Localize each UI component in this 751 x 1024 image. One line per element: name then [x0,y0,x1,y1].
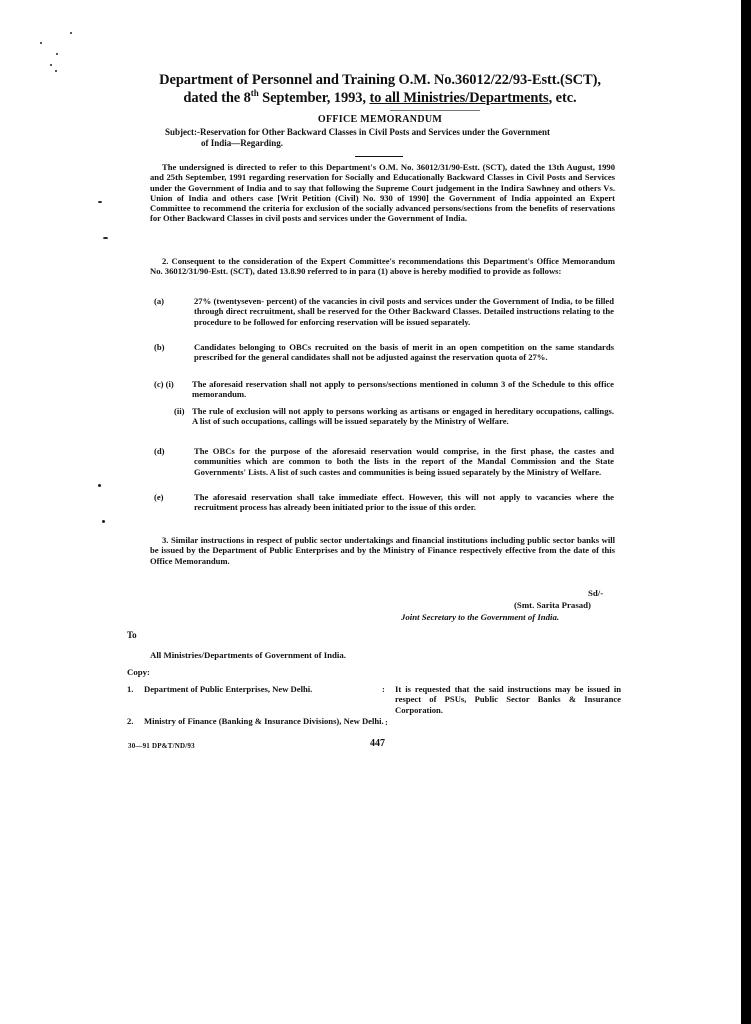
scan-speck [98,484,101,487]
scan-speck [103,237,108,239]
scan-speck [98,201,102,203]
title-date-rest: September, 1993, [258,90,370,106]
clause-text: 27% (twentyseven- percent) of the vacancies in civil posts and services under the Government of India, to be filled through direct recruitment, shall be reserved for the Other Backward Classes. Detailed instructions relating to the procedure to be followed for enforcing reservation will be issued separately. [194,296,614,327]
scan-speck [55,70,57,72]
clause-label: (e) [154,492,164,502]
signature-sd: Sd/- [588,588,604,598]
copy-recipient: Department of Public Enterprises, New Delhi. [144,684,313,694]
clause-text: The aforesaid reservation shall not apply to persons/sections mentioned in column 3 of the Schedule to this office memorandum. [192,379,614,400]
separator-rule [355,156,403,157]
copy-number: 2. [127,716,134,726]
clause-text: The rule of exclusion will not apply to persons working as artisans or engaged in hereditary occupations, callings. A list of such occupations, callings will be issued separately by the Ministry of Welfare. [192,406,614,427]
clause-label: (b) [154,342,165,352]
copy-recipient: Ministry of Finance (Banking & Insurance Divisions), New Delhi. [144,716,384,726]
title-date-suffix: th [250,88,259,99]
scan-speck [50,64,52,66]
document-title-line1: Department of Personnel and Training O.M. No.36012/22/93-Estt.(SCT), [159,72,601,88]
to-label: To [127,630,137,640]
scan-speck [70,32,72,34]
clause-text: Candidates belonging to OBCs recruited on the basis of merit in an open competition on the same standards prescribed for the general candidates shall not be adjusted against the reservation quota of 27%. [194,342,614,363]
copy-remark: It is requested that the said instructions may be issued in respect of PSUs, Public Sector Banks & Insurance Corporation. [395,684,621,715]
page-number: 447 [370,738,385,749]
clause-label: (d) [154,446,165,456]
clause-label: (a) [154,296,165,306]
signatory-designation: Joint Secretary to the Government of India. [401,612,560,622]
scan-speck [102,520,105,523]
scan-speck [40,42,42,44]
subject-line2: of India—Regarding. [201,138,284,148]
subject-block [165,127,615,149]
subject-line1: Subject:-Reservation for Other Backward Classes in Civil Posts and Services under the Government [165,127,550,137]
paragraph-3: 3. Similar instructions in respect of public sector undertakings and financial institutions including public sector banks will be issued by the Department of Public Enterprises and by the Ministry of Finance respectively effective from the date of this Office Memorandum. [150,535,615,566]
title-addressee: to all Ministries/Departments [369,90,549,106]
print-code: 30—91 DP&T/ND/93 [128,742,195,750]
memo-heading: OFFICE MEMORANDUM [317,114,443,125]
copy-label: Copy: [127,667,150,677]
clause-text: The OBCs for the purpose of the aforesaid reservation would comprise, in the first phase, the castes and communities which are common to both the lists in the report of the Mandal Commission and the State Governments' Lists. A list of such castes and communities is being issued separately by the Ministry of Welfare. [194,446,614,477]
paragraph-2: 2. Consequent to the consideration of the Expert Committee's recommendations this Department's Office Memorandum No. 36012/31/90-Estt. (SCT), dated 13.8.90 referred to in para (1) above is hereby modified to provide as follows: [150,256,615,277]
clause-label: (ii) [174,406,185,416]
clause-text: The aforesaid reservation shall take immediate effect. However, this will not apply to vacancies where the recruitment process has already been initiated prior to the issue of this order. [194,492,614,513]
title-date-prefix: dated the 8 [183,90,251,106]
document-title-line2 [120,90,640,107]
title-etc: , etc. [548,90,577,106]
copy-number: 1. [127,684,134,694]
scan-edge-bar [741,0,751,1024]
overstrike-mark [390,110,480,111]
scan-speck [56,53,58,55]
copy-colon: : [385,717,388,727]
copy-colon: : [382,684,385,694]
signatory-name: (Smt. Sarita Prasad) [514,600,591,610]
paragraph-1: The undersigned is directed to refer to this Department's O.M. No. 36012/31/90-Estt. (SCT), dated the 13th August, 1990 and 25th September, 1991 regarding reservation for Socially and Educationally Backward Classes in Civil Posts and Services under the Government of India and to say that following the Supreme Court judgement in the Indira Sawhney and others Vs. Union of India and others case [Writ Petition (Civil) No. 930 of 1990] the Government of India appointed an Expert Committee to recommend the criteria for exclusion of the socially advanced persons/sections from the benefits of reservations for Other Backward Classes in civil posts and services under the Government of India. [150,162,615,224]
clause-label: (c) (i) [154,379,174,389]
to-recipients: All Ministries/Departments of Government of India. [150,650,346,660]
